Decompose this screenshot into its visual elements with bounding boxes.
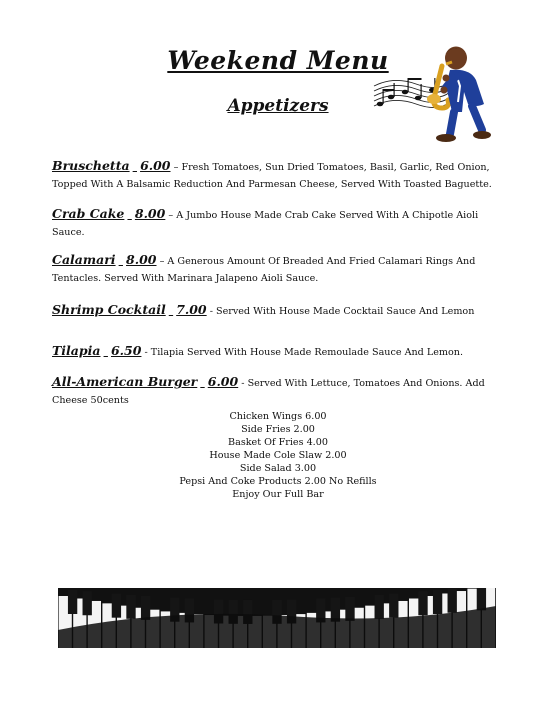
menu-item (52, 342, 512, 361)
piano-black-key (433, 590, 442, 614)
side-item: House Made Cole Slaw 2.00 (209, 450, 347, 461)
item-description: Tilapia Served With House Made Remoulade Sauce And Lemon. (150, 347, 464, 358)
item-name: Crab Cake (52, 206, 125, 221)
item-separator: – (173, 162, 182, 173)
item-description: A Jumbo House Made Crab Cake Served With A Chipotle Aioli Sauce. (52, 210, 479, 238)
menu-item (52, 157, 512, 193)
item-separator: - (144, 347, 151, 358)
piano-keys-icon (58, 588, 496, 648)
item-description: Served With House Made Cocktail Sauce And Lemon (216, 306, 475, 317)
piano-black-key (331, 598, 340, 622)
piano-black-key (83, 591, 92, 615)
menu-item (52, 251, 512, 287)
item-description: Served With Lettuce, Tomatoes And Onions. Add Cheese 50cents (52, 378, 485, 406)
item-name: Tilapia (52, 343, 101, 358)
menu-item (52, 373, 512, 409)
side-item: Basket Of Fries 4.00 (228, 437, 328, 448)
item-price: 6.00 (140, 158, 171, 173)
piano-black-key (141, 596, 150, 620)
piano-black-key (448, 589, 457, 613)
side-item: Pepsi And Coke Products 2.00 No Refills (179, 476, 377, 487)
item-name: All-American Burger (52, 374, 198, 389)
side-item: Chicken Wings 6.00 (229, 411, 327, 422)
item-separator: – (159, 256, 168, 267)
piano-black-key (112, 594, 121, 618)
item-price: 6.00 (207, 374, 239, 389)
item-price: 8.00 (126, 252, 157, 267)
item-name: Bruschetta (52, 158, 130, 173)
side-item: Enjoy Our Full Bar (232, 489, 324, 500)
item-description: A Generous Amount Of Breaded And Fried Calamari Rings And Tentacles. Served With Marinara Jalapeno Aioli Sauce. (52, 256, 476, 284)
piano-black-key (389, 594, 398, 618)
piano-black-key (477, 588, 486, 610)
menu-item (52, 301, 512, 320)
item-separator: - (209, 306, 216, 317)
side-items-list (0, 410, 556, 501)
item-separator: - (241, 378, 248, 389)
item-price: 6.50 (110, 343, 142, 358)
piano-black-key (68, 590, 77, 614)
menu-subtitle: Appetizers (227, 96, 329, 116)
piano-black-key (345, 597, 354, 621)
saxophone-player-icon (372, 42, 492, 146)
menu-item (52, 205, 512, 241)
menu-title: Weekend Menu (167, 46, 389, 75)
piano-black-key (418, 591, 427, 615)
piano-black-key (126, 595, 135, 619)
item-name: Shrimp Cocktail (52, 302, 166, 317)
item-description: Fresh Tomatoes, Sun Dried Tomatoes, Basil, Garlic, Red Onion, Topped With A Balsamic Reduction And Parmesan Cheese, Served With Toasted Baguette. (52, 162, 492, 190)
item-name: Calamari (52, 252, 116, 267)
side-item: Side Salad 3.00 (239, 463, 317, 474)
item-price: 8.00 (134, 206, 166, 221)
item-price: 7.00 (176, 302, 207, 317)
piano-black-key (375, 595, 384, 619)
item-separator: – (168, 210, 177, 221)
side-item: Side Fries 2.00 (241, 424, 315, 435)
